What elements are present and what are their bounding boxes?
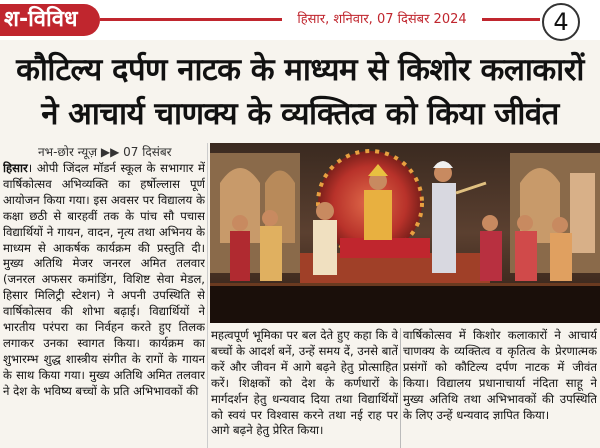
article-column-2 (211, 328, 398, 448)
article-column-3 (403, 328, 597, 448)
page-number: 4 (542, 3, 580, 41)
section-label: श-विविध (4, 7, 78, 32)
dateline-place: हिसार (3, 161, 28, 175)
column-2-text: महत्वपूर्ण भूमिका पर बल देते हुए कहा कि वे बच्चों के आदर्श बनें, उन्हें समय दें, उनसे बातें करें और जीवन में आगे बढ़ने हेतु प्रोत्साहित करें। शिक्षकों को देश के कर्णधारों के मार्गदर्शन हेतु धन्यवाद दिया तथा विद्यार्थियों को स्वयं पर विश्वास करने तथा नई राह पर आगे बढ़ने हेतु प्रेरित किया। (211, 328, 398, 438)
column-divider-lower (400, 328, 401, 448)
column-divider (207, 143, 208, 448)
stage-photo (210, 143, 600, 323)
section-tab (0, 4, 100, 36)
column-1-text: । ओपी जिंदल मॉडर्न स्कूल के सभागार में वार्षिकोत्सव अभिव्यक्ति का हर्षोल्लास पूर्ण आयोजन किया गया। इस अवसर पर विद्यालय के कक्षा छठी से बारहवीं तक के पांच सौ पचास विद्यार्थियों ने गायन, वादन, नृत्य तथा अभिनय के माध्यम से आकर्षक कार्यक्रम की प्रस्तुति दी। मुख्य अतिथि मेजर जनरल अमित तलवार (जनरल अफसर कमांडिंग, विशिष्ट सेवा मेडल, हिसार मिलिट्री स्टेशन) ने अपनी उपस्थिति से वार्षिकोत्सव की शोभा बढ़ाई। विद्यार्थियों ने भारतीय परंपरा का निर्वहन करते हुए तिलक लगाकर उनका स्वागत किया। कार्यक्रम का शुभारम्भ शुद्ध शास्त्रीय संगीत के रागों के गायन के साथ किया गया। मुख्य अतिथि अमित तलवार ने देश के भविष्य बच्चों के प्रति अभिभावकों की (3, 161, 205, 398)
page-header (0, 0, 600, 40)
stage-photo-illustration (210, 143, 600, 323)
headline-line-2: ने आचार्य चाणक्य के व्यक्तित्व को किया जीवंत (41, 96, 559, 132)
headline-line-1: कौटिल्य दर्पण नाटक के माध्यम से किशोर कलाकारों (16, 52, 584, 88)
column-3-text: वार्षिकोत्सव में किशोर कलाकारों ने आचार्य चाणक्य के व्यक्तित्व व कृतित्व के प्रेरणात्मक प्रसंगों को कौटिल्य दर्पण नाटक में जीवंत किया। विद्यालय प्रधानाचार्या नंदिता साहू ने मुख्य अतिथि तथा अभिभावकों की उपस्थिति के लिए उन्हें धन्यवाद ज्ञापित किया। (403, 328, 597, 422)
dateline: हिसार, शनिवार, 07 दिसंबर 2024 (282, 9, 482, 31)
byline: नभ-छोर न्यूज़ ▶▶ 07 दिसंबर (38, 145, 172, 159)
article-headline (0, 48, 600, 138)
article-column-1 (3, 161, 205, 448)
